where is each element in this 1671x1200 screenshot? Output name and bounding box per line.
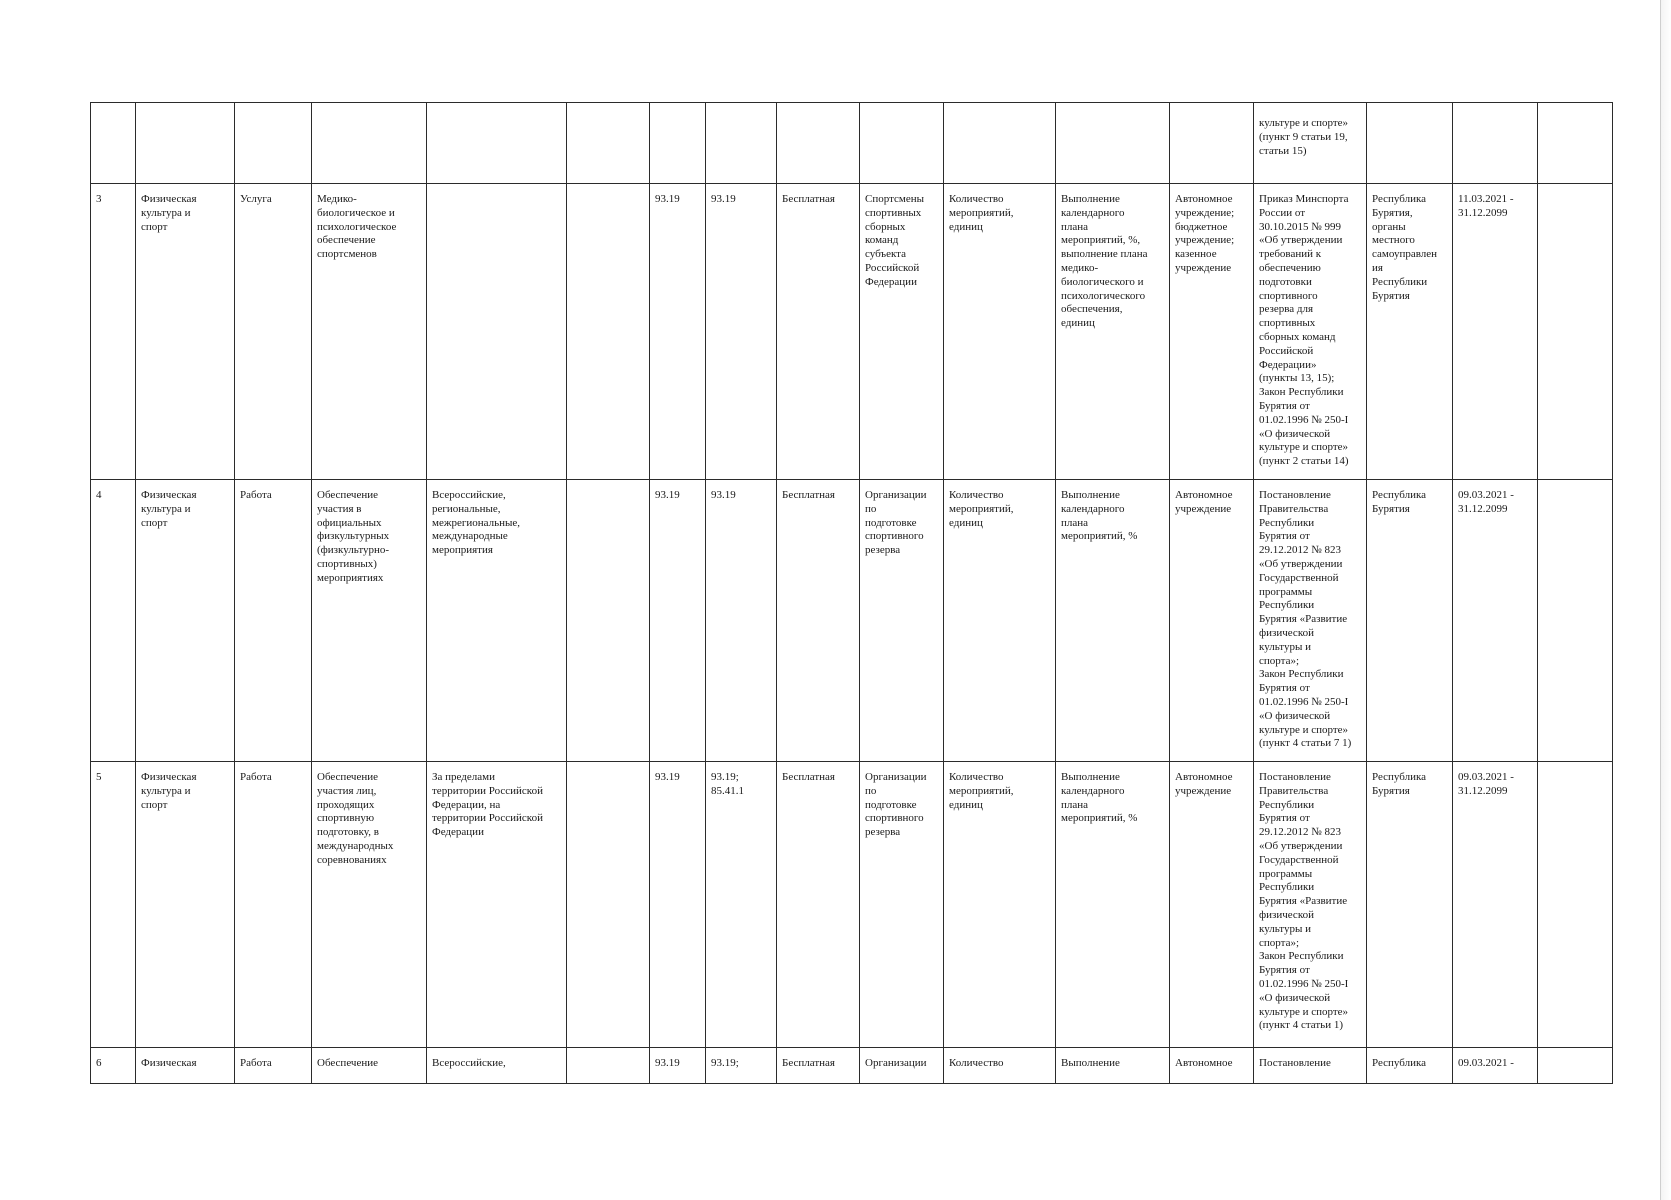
cell-institution: Автономное bbox=[1170, 1048, 1254, 1084]
cell-consumers: Организации по подготовке спортивного резерва bbox=[860, 762, 944, 1048]
cell-authority: Республика bbox=[1367, 1048, 1453, 1084]
registry-table bbox=[90, 102, 1613, 1084]
cell-legal-basis: Постановление bbox=[1254, 1048, 1367, 1084]
table-row bbox=[91, 1048, 1613, 1084]
cell-note bbox=[1538, 103, 1613, 184]
cell-institution: Автономное учреждение; бюджетное учреждение; казенное учреждение bbox=[1170, 184, 1254, 480]
table-row bbox=[91, 762, 1613, 1048]
table-row bbox=[91, 184, 1613, 480]
cell-volume: Количество мероприятий, единиц bbox=[944, 184, 1056, 480]
cell-content: Всероссийские, bbox=[427, 1048, 567, 1084]
cell-consumers: Организации по подготовке спортивного резерва bbox=[860, 480, 944, 762]
cell-institution: Автономное учреждение bbox=[1170, 762, 1254, 1048]
cell-content: Всероссийские, региональные, межрегиональные, международные мероприятия bbox=[427, 480, 567, 762]
cell-code: 93.19; bbox=[706, 1048, 777, 1084]
cell-okved: 93.19 bbox=[650, 1048, 706, 1084]
cell-quality: Выполнение календарного плана мероприятий, % bbox=[1056, 480, 1170, 762]
cell-extra bbox=[567, 184, 650, 480]
cell-authority: Республика Бурятия, органы местного самоуправлен ия Республики Бурятия bbox=[1367, 184, 1453, 480]
cell-volume: Количество bbox=[944, 1048, 1056, 1084]
cell-legal-basis: Приказ Минспорта России от 30.10.2015 № 999 «Об утверждении требований к обеспечению подготовки спортивного резерва для спортивных сборных команд Российской Федерации» (пункты 13, 15); Закон Республики Бурятия от 01.02.1996 № 250-I «О физической культуре и спорте» (пункт 2 статьи 14) bbox=[1254, 184, 1367, 480]
cell-okved: 93.19 bbox=[650, 762, 706, 1048]
table-row bbox=[91, 480, 1613, 762]
cell-period bbox=[1453, 103, 1538, 184]
table-row-continuation bbox=[91, 103, 1613, 184]
cell-quality bbox=[1056, 103, 1170, 184]
cell-volume: Количество мероприятий, единиц bbox=[944, 762, 1056, 1048]
cell-institution: Автономное учреждение bbox=[1170, 480, 1254, 762]
cell-payment: Бесплатная bbox=[777, 184, 860, 480]
cell-name: Обеспечение участия в официальных физкультурных (физкультурно- спортивных) мероприятиях bbox=[312, 480, 427, 762]
cell-authority bbox=[1367, 103, 1453, 184]
cell-quality: Выполнение bbox=[1056, 1048, 1170, 1084]
cell-num: 3 bbox=[91, 184, 136, 480]
cell-type: Работа bbox=[235, 1048, 312, 1084]
cell-note bbox=[1538, 762, 1613, 1048]
cell-extra bbox=[567, 480, 650, 762]
cell-payment: Бесплатная bbox=[777, 480, 860, 762]
cell-okved: 93.19 bbox=[650, 480, 706, 762]
cell-sphere: Физическая культура и спорт bbox=[136, 480, 235, 762]
cell-note bbox=[1538, 184, 1613, 480]
cell-type bbox=[235, 103, 312, 184]
cell-payment: Бесплатная bbox=[777, 762, 860, 1048]
cell-type: Работа bbox=[235, 762, 312, 1048]
page-edge bbox=[1660, 0, 1671, 1200]
cell-extra bbox=[567, 1048, 650, 1084]
cell-content: За пределами территории Российской Федерации, на территории Российской Федерации bbox=[427, 762, 567, 1048]
cell-period: 11.03.2021 - 31.12.2099 bbox=[1453, 184, 1538, 480]
cell-institution bbox=[1170, 103, 1254, 184]
cell-name: Обеспечение участия лиц, проходящих спортивную подготовку, в международных соревнованиях bbox=[312, 762, 427, 1048]
cell-content bbox=[427, 103, 567, 184]
cell-volume: Количество мероприятий, единиц bbox=[944, 480, 1056, 762]
cell-payment bbox=[777, 103, 860, 184]
cell-name: Медико- биологическое и психологическое обеспечение спортсменов bbox=[312, 184, 427, 480]
cell-num: 4 bbox=[91, 480, 136, 762]
cell-content bbox=[427, 184, 567, 480]
cell-name bbox=[312, 103, 427, 184]
cell-quality: Выполнение календарного плана мероприятий, %, выполнение плана медико- биологического и психологического обеспечения, единиц bbox=[1056, 184, 1170, 480]
cell-volume bbox=[944, 103, 1056, 184]
cell-legal-basis: культуре и спорте» (пункт 9 статьи 19, статьи 15) bbox=[1254, 103, 1367, 184]
cell-period: 09.03.2021 - 31.12.2099 bbox=[1453, 762, 1538, 1048]
cell-sphere: Физическая bbox=[136, 1048, 235, 1084]
cell-okved: 93.19 bbox=[650, 184, 706, 480]
cell-consumers: Организации bbox=[860, 1048, 944, 1084]
cell-okved bbox=[650, 103, 706, 184]
cell-extra bbox=[567, 762, 650, 1048]
cell-legal-basis: Постановление Правительства Республики Бурятия от 29.12.2012 № 823 «Об утверждении Государственной программы Республики Бурятия «Развитие физической культуры и спорта»; Закон Республики Бурятия от 01.02.1996 № 250-I «О физической культуре и спорте» (пункт 4 статьи 1) bbox=[1254, 762, 1367, 1048]
cell-consumers bbox=[860, 103, 944, 184]
cell-authority: Республика Бурятия bbox=[1367, 762, 1453, 1048]
cell-sphere: Физическая культура и спорт bbox=[136, 762, 235, 1048]
cell-period: 09.03.2021 - bbox=[1453, 1048, 1538, 1084]
cell-quality: Выполнение календарного плана мероприятий, % bbox=[1056, 762, 1170, 1048]
cell-period: 09.03.2021 - 31.12.2099 bbox=[1453, 480, 1538, 762]
cell-code: 93.19 bbox=[706, 184, 777, 480]
cell-type: Работа bbox=[235, 480, 312, 762]
cell-note bbox=[1538, 1048, 1613, 1084]
cell-num bbox=[91, 103, 136, 184]
cell-payment: Бесплатная bbox=[777, 1048, 860, 1084]
cell-name: Обеспечение bbox=[312, 1048, 427, 1084]
cell-extra bbox=[567, 103, 650, 184]
cell-code bbox=[706, 103, 777, 184]
cell-note bbox=[1538, 480, 1613, 762]
cell-authority: Республика Бурятия bbox=[1367, 480, 1453, 762]
cell-code: 93.19 bbox=[706, 480, 777, 762]
cell-legal-basis: Постановление Правительства Республики Бурятия от 29.12.2012 № 823 «Об утверждении Государственной программы Республики Бурятия «Развитие физической культуры и спорта»; Закон Республики Бурятия от 01.02.1996 № 250-I «О физической культуре и спорте» (пункт 4 статьи 7 1) bbox=[1254, 480, 1367, 762]
cell-sphere: Физическая культура и спорт bbox=[136, 184, 235, 480]
cell-num: 6 bbox=[91, 1048, 136, 1084]
cell-num: 5 bbox=[91, 762, 136, 1048]
cell-sphere bbox=[136, 103, 235, 184]
cell-consumers: Спортсмены спортивных сборных команд субъекта Российской Федерации bbox=[860, 184, 944, 480]
cell-code: 93.19; 85.41.1 bbox=[706, 762, 777, 1048]
cell-type: Услуга bbox=[235, 184, 312, 480]
